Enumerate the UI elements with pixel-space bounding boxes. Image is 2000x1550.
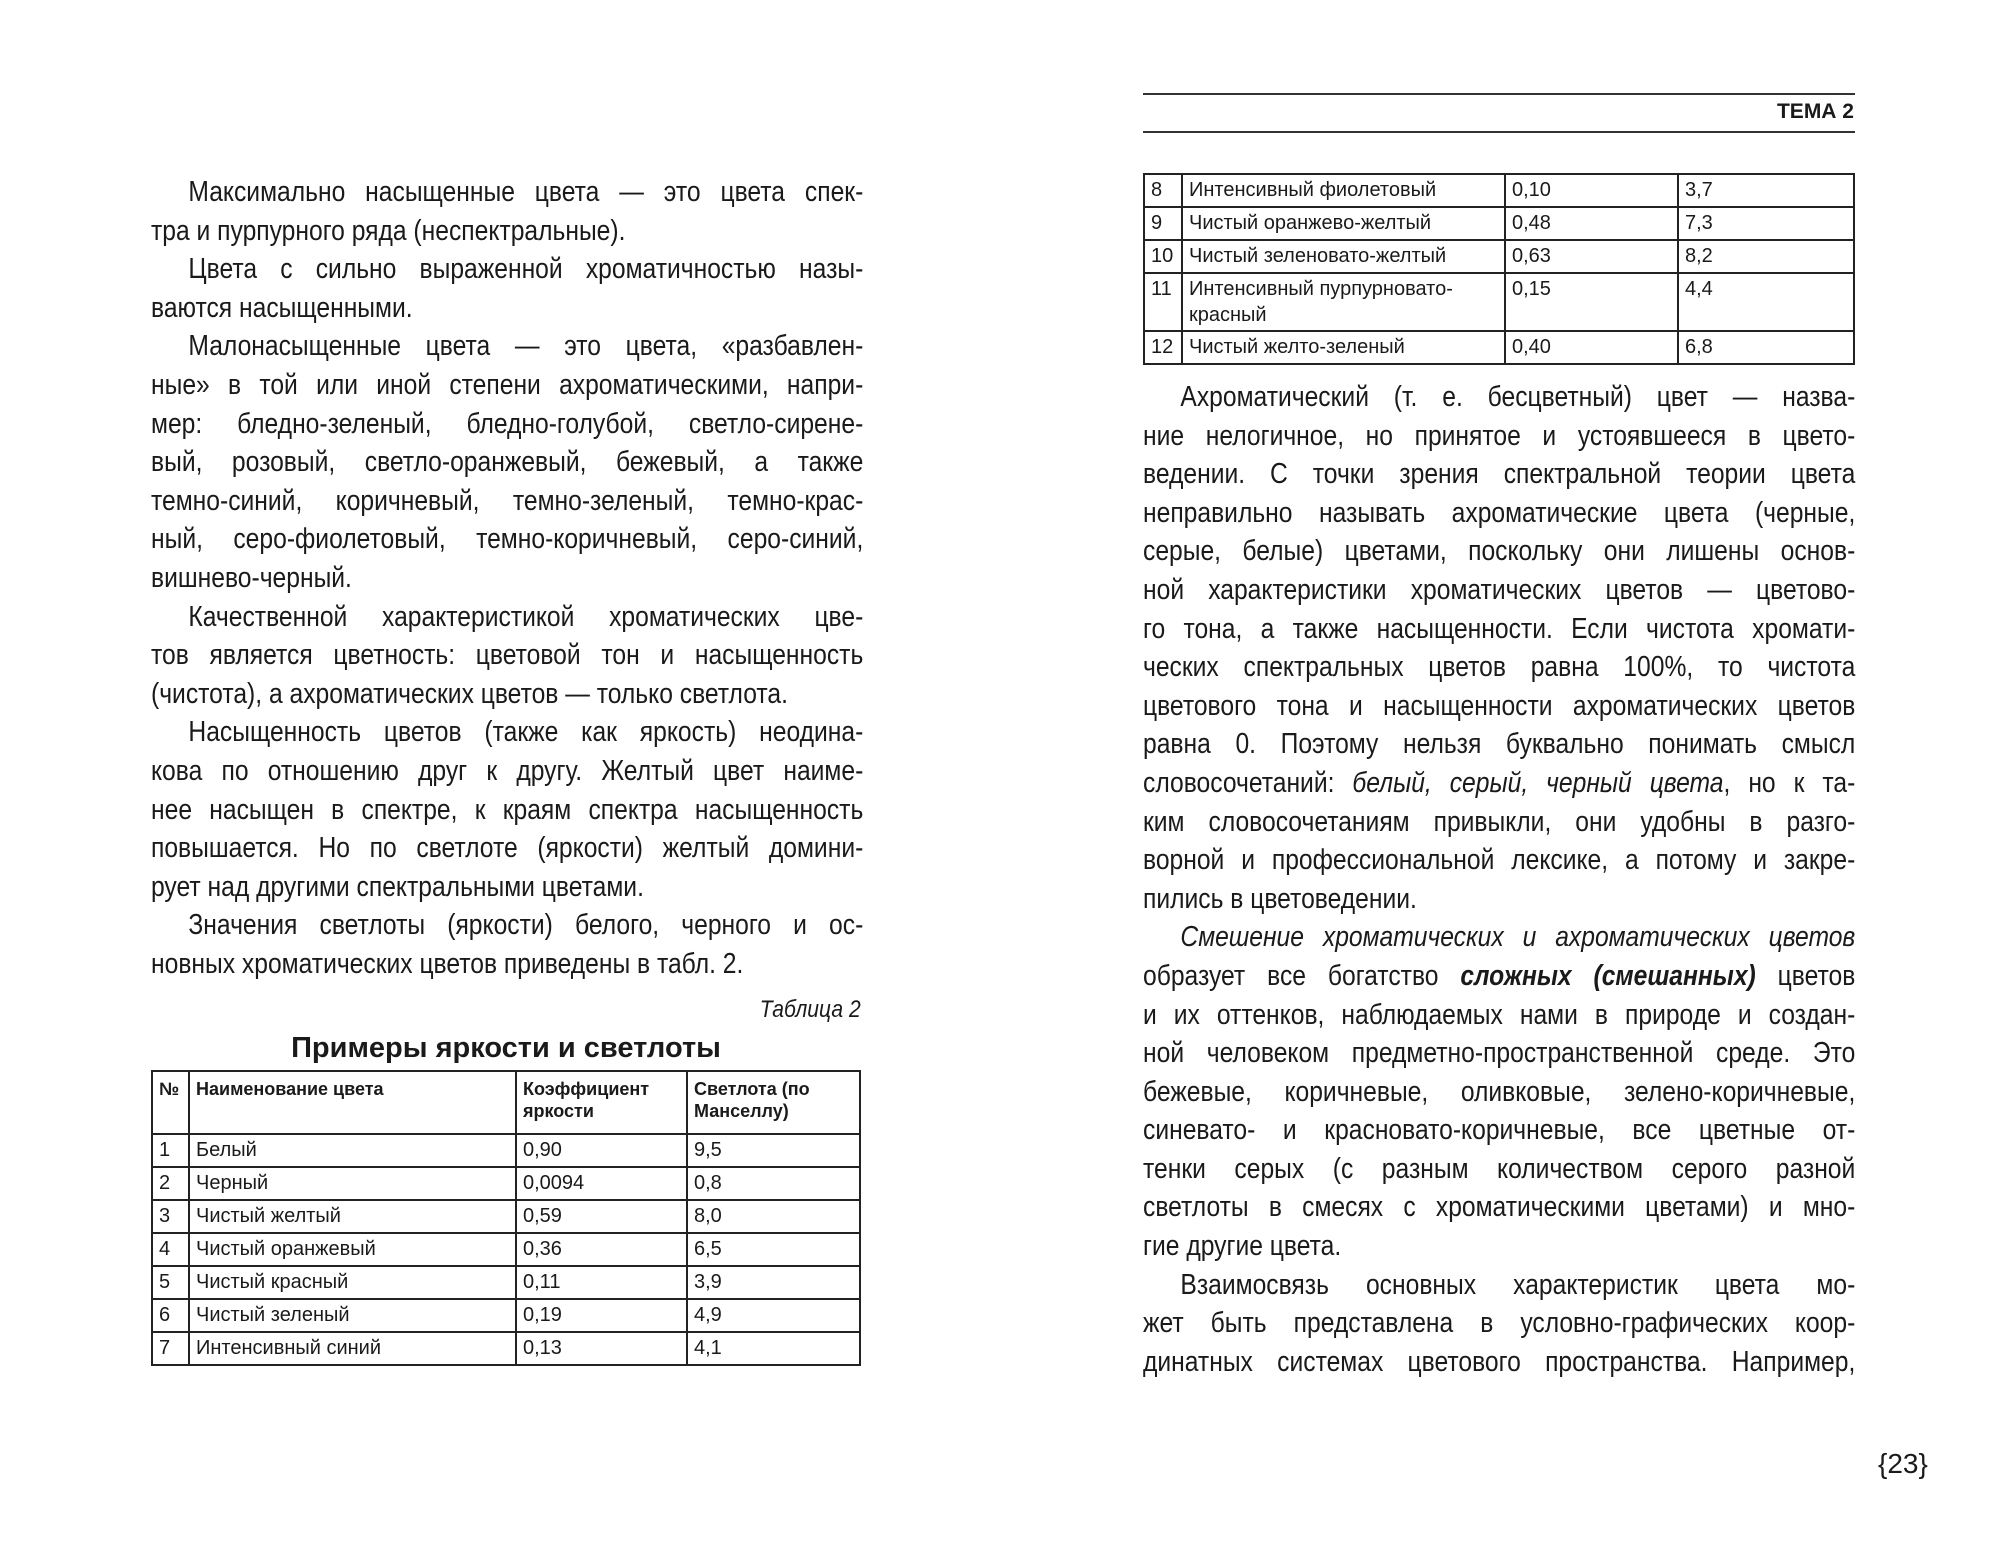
table-row (1144, 273, 1854, 331)
munsell-lightness: 0,8 (687, 1167, 860, 1200)
paragraph (1143, 918, 1855, 1265)
color-name: Чистый желтый (189, 1200, 516, 1233)
color-name: Чистый зеленый (189, 1299, 516, 1332)
text-line: Ахроматический (т. е. бесцветный) цвет — назва- (1180, 381, 1856, 413)
color-name: Интенсивный синий (189, 1332, 516, 1365)
text-line: темно-синий, коричневый, темно-зеленый, темно-крас- (151, 484, 864, 517)
text-line: ный, серо-фиолетовый, темно-коричневый, серо-синий, (151, 523, 864, 556)
right-page-text (1143, 378, 1855, 1381)
text-line: тра и пурпурного ряда (неспектральные). (151, 214, 626, 247)
text-line: динатных системах цветового пространства. Например, (1143, 1345, 1856, 1378)
text-line: бежевые, коричневые, оливковые, зелено-коричневые, (1143, 1075, 1856, 1108)
text-line: пились в цветоведении. (1143, 882, 1417, 915)
text-line: вишнево-черный. (151, 561, 352, 594)
munsell-lightness: 4,1 (687, 1332, 860, 1365)
brightness-coefficient: 0,36 (516, 1233, 687, 1266)
brightness-coefficient: 0,40 (1505, 331, 1678, 364)
brightness-coefficient: 0,15 (1505, 273, 1678, 331)
text-line (1143, 957, 1855, 996)
text-line: цветового тона и насыщенности ахроматических цветов (1143, 689, 1856, 722)
paragraph (1143, 378, 1855, 918)
text-line: неправильно называть ахроматические цвета (черные, (1143, 496, 1856, 529)
text-line: ворной и профессиональной лексике, а потому и закре- (1143, 844, 1856, 877)
col-header-brightness: Коэффициент яркости (516, 1071, 687, 1134)
brightness-coefficient: 0,48 (1505, 207, 1678, 240)
left-page-text (151, 173, 863, 983)
color-name: Чистый красный (189, 1266, 516, 1299)
col-header-name: Наименование цвета (189, 1071, 516, 1134)
row-number: 4 (152, 1233, 189, 1266)
color-name: Чистый оранжево-желтый (1182, 207, 1505, 240)
row-number: 11 (1144, 273, 1182, 331)
munsell-lightness: 4,9 (687, 1299, 860, 1332)
page-number: {23} (1878, 1448, 1928, 1479)
header-rule-bottom (1143, 131, 1855, 133)
text-line: ние нелогичное, но принятое и устоявшееся в цвето- (1143, 419, 1856, 452)
table-row (152, 1266, 860, 1299)
text-span: , но к та- (1723, 766, 1856, 799)
text-line: Значения светлоты (яркости) белого, черного и ос- (188, 909, 864, 942)
table-row (1144, 331, 1854, 364)
text-line: рует над другими спектральными цветами. (151, 870, 644, 903)
table-row (152, 1167, 860, 1200)
brightness-table-part-1 (151, 1070, 861, 1366)
munsell-lightness: 3,9 (687, 1266, 860, 1299)
paragraph (1143, 1266, 1855, 1382)
text-line: ведении. С точки зрения спектральной теории цвета (1143, 458, 1856, 491)
bold-italic-text: сложных (смешанных) (1460, 959, 1756, 992)
color-name: Чистый желто-зеленый (1182, 331, 1505, 364)
row-number: 12 (1144, 331, 1182, 364)
table-row (152, 1134, 860, 1167)
munsell-lightness: 4,4 (1678, 273, 1854, 331)
text-line: ной характеристики хроматических цветов — цветово- (1143, 573, 1856, 606)
row-number: 8 (1144, 174, 1182, 207)
munsell-lightness: 6,5 (687, 1233, 860, 1266)
text-line: тов является цветность: цветовой тон и насыщенность (151, 639, 864, 672)
brightness-coefficient: 0,19 (516, 1299, 687, 1332)
text-line: ческих спектральных цветов равна 100%, то чистота (1143, 651, 1856, 684)
text-line: Малонасыщенные цвета — это цвета, «разбавлен- (188, 330, 864, 363)
text-line (1143, 764, 1855, 803)
color-name: Белый (189, 1134, 516, 1167)
text-line: Взаимосвязь основных характеристик цвета мо- (1180, 1268, 1856, 1301)
table-title: Примеры яркости и светлоты (291, 1032, 721, 1064)
paragraph (151, 598, 863, 714)
text-line: ким словосочетаниям привыкли, они удобны в разго- (1143, 805, 1856, 838)
row-number: 6 (152, 1299, 189, 1332)
text-line: кова по отношению друг к другу. Желтый цвет наиме- (151, 754, 864, 787)
row-number: 3 (152, 1200, 189, 1233)
text-line: нее насыщен в спектре, к краям спектра насыщенность (151, 793, 864, 826)
text-line: Качественной характеристикой хроматических цве- (188, 600, 864, 633)
table-row (152, 1332, 860, 1365)
header-rule-top (1143, 93, 1855, 95)
text-line: светлоты в смесях с хроматическими цветами) и мно- (1143, 1191, 1856, 1224)
text-span: цветов (1755, 959, 1856, 992)
table-row (1144, 207, 1854, 240)
paragraph (151, 250, 863, 327)
brightness-coefficient: 0,13 (516, 1332, 687, 1365)
brightness-coefficient: 0,63 (1505, 240, 1678, 273)
text-line: новных хроматических цветов приведены в табл. 2. (151, 947, 744, 980)
col-header-lightness: Светлота (по Манселлу) (687, 1071, 860, 1134)
munsell-lightness: 9,5 (687, 1134, 860, 1167)
table-row (152, 1233, 860, 1266)
running-header-theme: ТЕМА 2 (1776, 100, 1854, 123)
row-number: 5 (152, 1266, 189, 1299)
text-line: синевато- и красновато-коричневые, все цветные от- (1143, 1114, 1856, 1147)
row-number: 1 (152, 1134, 189, 1167)
text-line: го тона, а также насыщенности. Если чистота хромати- (1143, 612, 1856, 645)
text-line: мер: бледно-зеленый, бледно-голубой, светло-сирене- (151, 407, 864, 440)
paragraph (151, 173, 863, 250)
brightness-coefficient: 0,11 (516, 1266, 687, 1299)
table-row (152, 1299, 860, 1332)
color-name: Интенсивный фиолетовый (1182, 174, 1505, 207)
paragraph (151, 906, 863, 983)
brightness-coefficient: 0,10 (1505, 174, 1678, 207)
text-line: Насыщенность цветов (также как яркость) неодина- (188, 716, 864, 749)
brightness-table-part-2 (1143, 173, 1855, 365)
brightness-coefficient: 0,0094 (516, 1167, 687, 1200)
text-line: (чистота), а ахроматических цветов — только светлота. (151, 677, 788, 710)
color-name: Черный (189, 1167, 516, 1200)
row-number: 7 (152, 1332, 189, 1365)
munsell-lightness: 8,2 (1678, 240, 1854, 273)
text-line: жет быть представлена в условно-графических коор- (1143, 1307, 1856, 1340)
italic-text: белый, серый, черный цвета (1352, 766, 1724, 799)
munsell-lightness: 3,7 (1678, 174, 1854, 207)
text-line: вый, розовый, светло-оранжевый, бежевый, а также (151, 446, 864, 479)
row-number: 10 (1144, 240, 1182, 273)
brightness-coefficient: 0,59 (516, 1200, 687, 1233)
paragraph (151, 713, 863, 906)
row-number: 9 (1144, 207, 1182, 240)
italic-text: Смешение хроматических и ахроматических цветов (1180, 921, 1856, 954)
text-line: серые, белые) цветами, поскольку они лишены основ- (1143, 535, 1856, 568)
text-line: равна 0. Поэтому нельзя буквально понимать смысл (1143, 728, 1856, 761)
text-line: Максимально насыщенные цвета — это цвета спек- (188, 176, 864, 208)
text-line: ной человеком предметно-пространственной среде. Это (1143, 1037, 1856, 1070)
munsell-lightness: 8,0 (687, 1200, 860, 1233)
text-line: ваются насыщенными. (151, 291, 413, 324)
table-row (152, 1200, 860, 1233)
brightness-coefficient: 0,90 (516, 1134, 687, 1167)
text-line: тенки серых (с разным количеством серого разной (1143, 1152, 1856, 1185)
text-line: Цвета с сильно выраженной хроматичностью назы- (188, 253, 864, 286)
text-line: и их оттенков, наблюдаемых нами в природе и создан- (1143, 998, 1856, 1031)
table-row (1144, 240, 1854, 273)
text-line (1143, 918, 1855, 957)
table-caption: Таблица 2 (760, 996, 861, 1023)
text-line: ные» в той или иной степени ахроматическими, напри- (151, 368, 864, 401)
col-header-number: № (152, 1071, 189, 1134)
paragraph (151, 327, 863, 597)
text-line: гие другие цвета. (1143, 1230, 1342, 1263)
row-number: 2 (152, 1167, 189, 1200)
text-span: словосочетаний: (1143, 766, 1353, 799)
color-name: Интенсивный пурпурновато-красный (1182, 273, 1505, 331)
text-line: повышается. Но по светлоте (яркости) желтый домини- (151, 832, 864, 865)
munsell-lightness: 6,8 (1678, 331, 1854, 364)
color-name: Чистый зеленовато-желтый (1182, 240, 1505, 273)
table-row (1144, 174, 1854, 207)
text-span: образует все богатство (1143, 959, 1461, 992)
color-name: Чистый оранжевый (189, 1233, 516, 1266)
munsell-lightness: 7,3 (1678, 207, 1854, 240)
